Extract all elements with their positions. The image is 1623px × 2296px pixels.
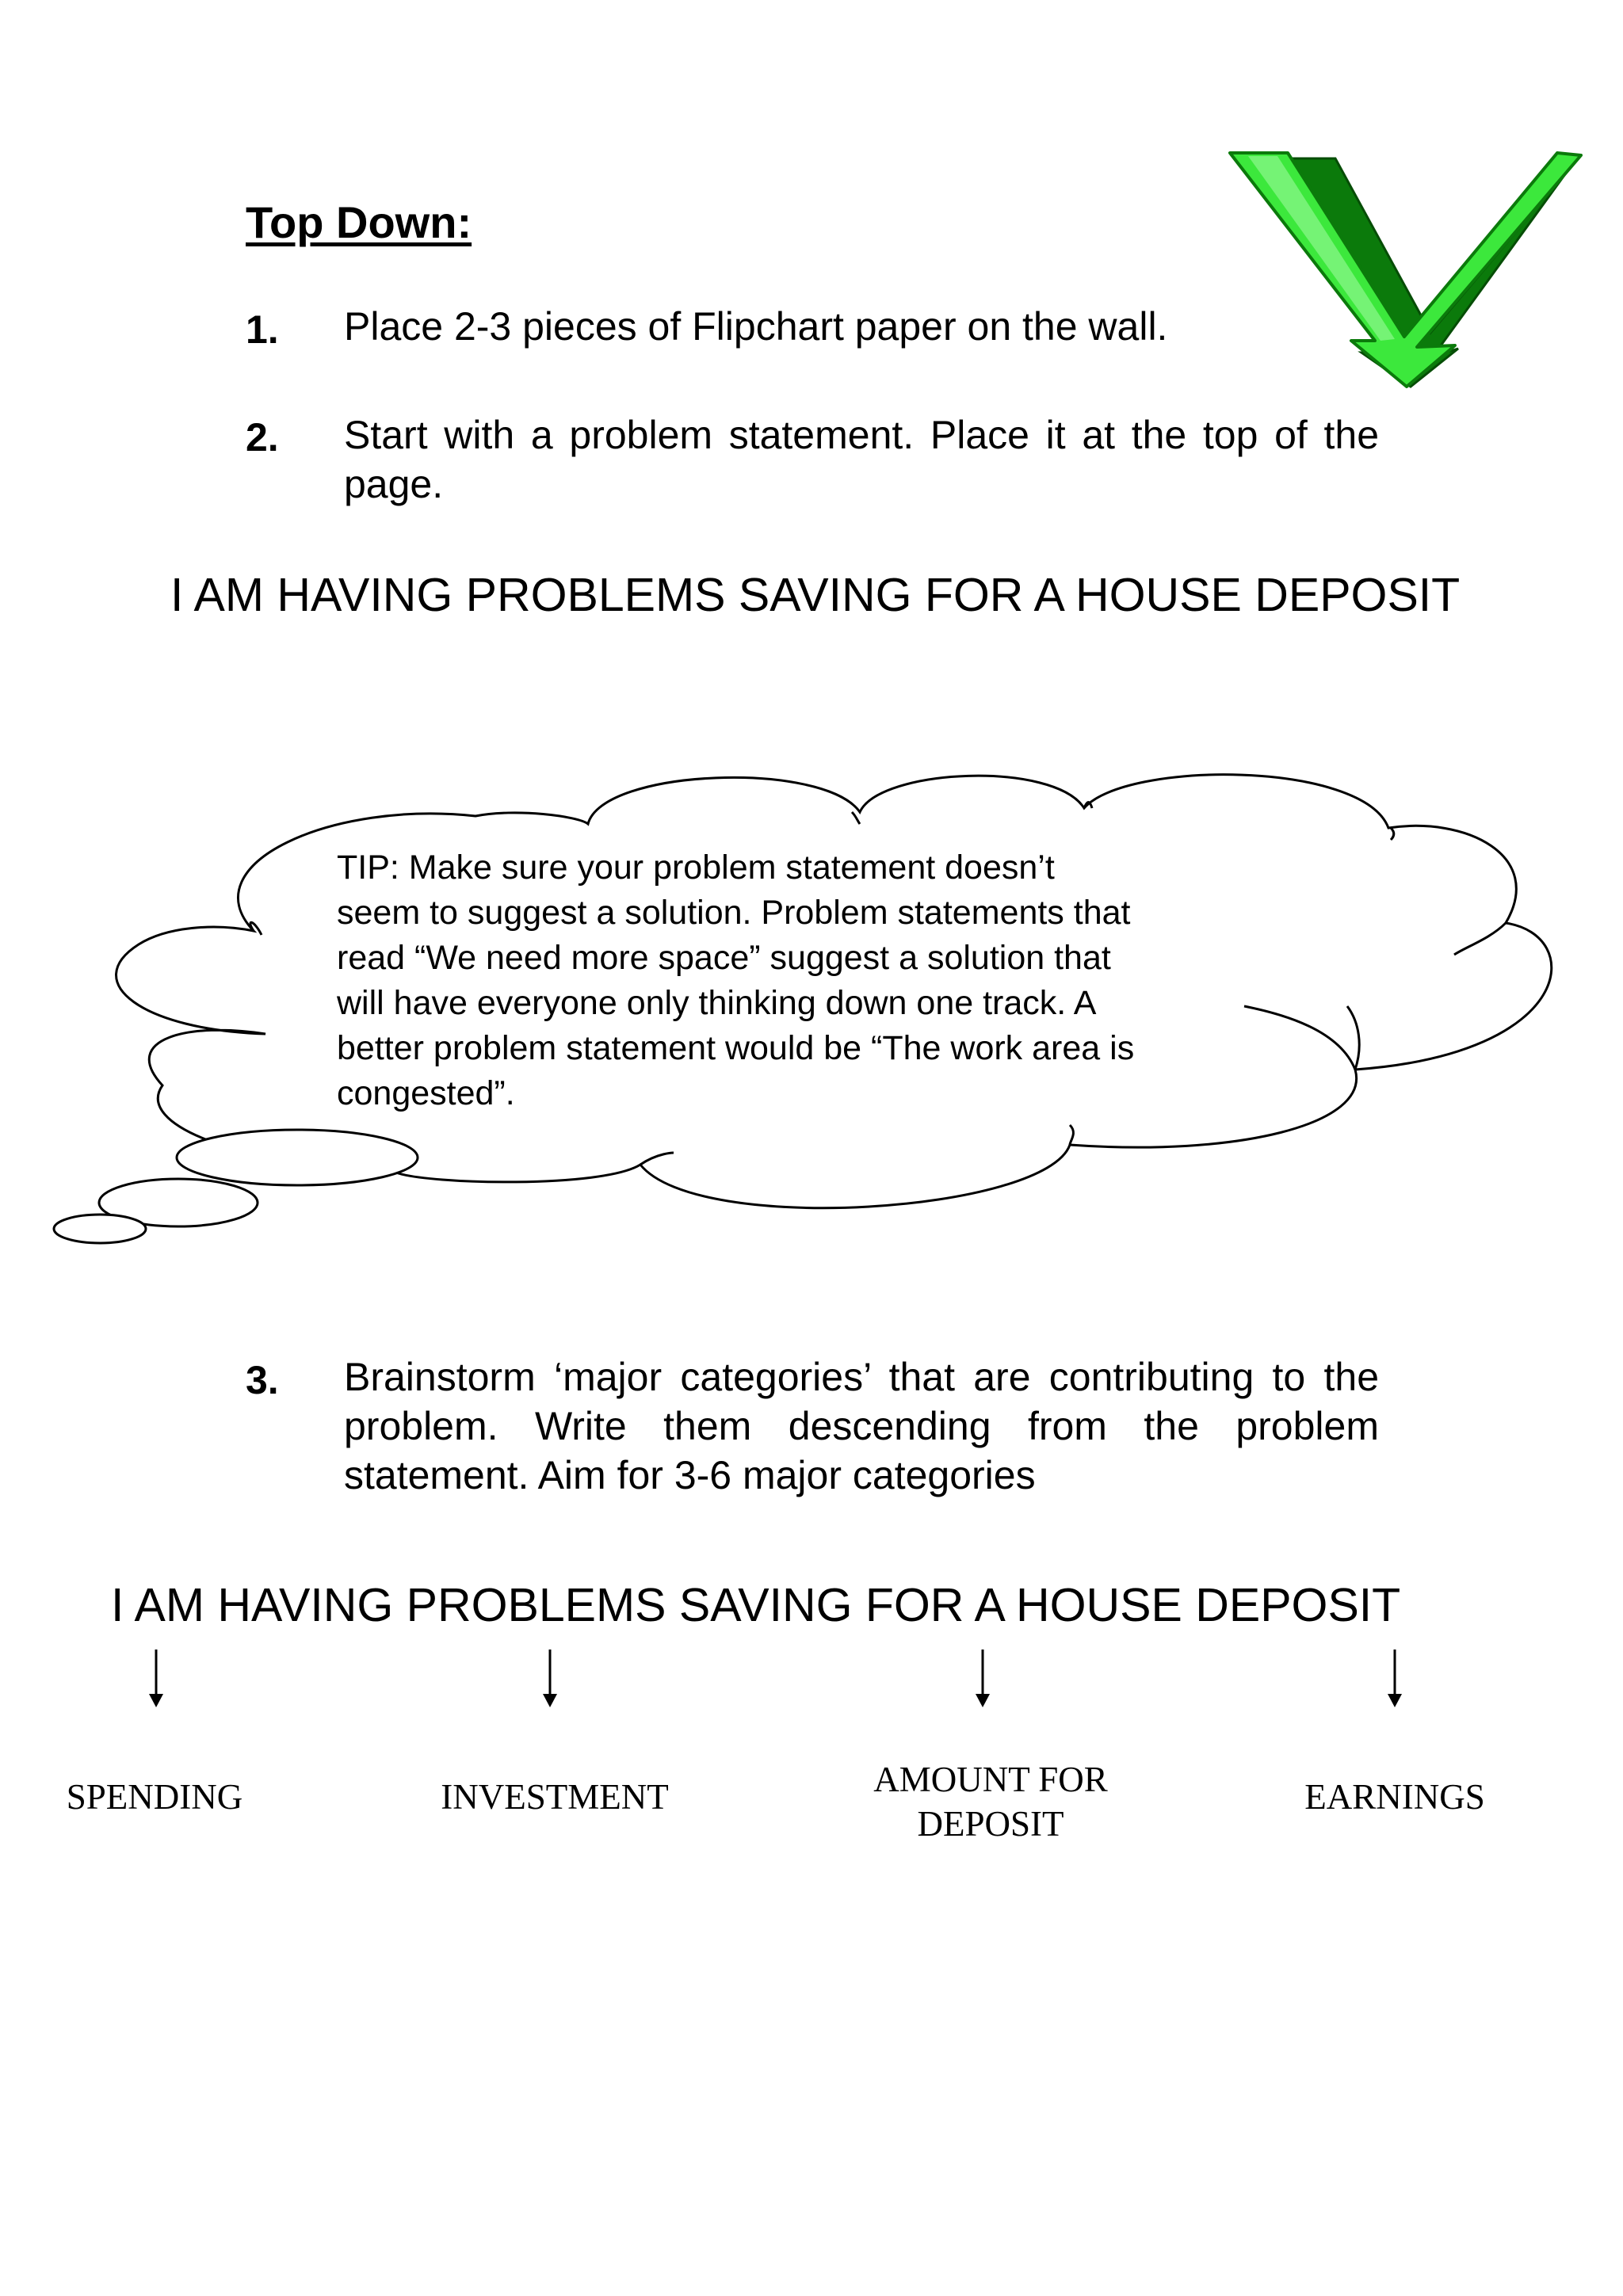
step-1-text: Place 2-3 pieces of Flipchart paper on the wall. [344,304,1168,349]
tip-line: TIP: Make sure your problem statement doesn’t [337,849,1055,887]
category-label: SPENDING [66,1777,243,1817]
category-label: EARNINGS [1304,1777,1485,1817]
page-heading: Top Down: [246,197,472,247]
step-2-text: Start with a problem statement. Place it at the top of the page. [344,413,1379,506]
category-earnings [1292,1775,1498,1819]
step-2-number: 2. [246,415,279,460]
category-spending [59,1775,250,1819]
step-1-number: 1. [246,307,279,352]
category-amount-for-deposit [864,1757,1117,1846]
down-arrow-icon [976,1650,990,1707]
category-investment [432,1775,678,1819]
problem-statement-top: I AM HAVING PROBLEMS SAVING FOR A HOUSE DEPOSIT [170,569,1461,621]
down-arrow-icon [1388,1650,1402,1707]
down-arrow-icon [543,1650,557,1707]
tip-line: congested”. [337,1074,515,1112]
step-3-text: Brainstorm ‘major categories’ that are contributing to the problem. Write them descending from the problem statement. Aim for 3-6 major categories [344,1355,1379,1497]
tip-line: will have everyone only thinking down one track. A [337,984,1097,1022]
tip-line: read “We need more space” suggest a solution that [337,939,1111,977]
category-label: AMOUNT FOR [873,1760,1108,1799]
category-label: INVESTMENT [441,1777,669,1817]
category-label: DEPOSIT [917,1804,1064,1844]
down-arrow-icon [149,1650,163,1707]
tip-line: better problem statement would be “The work area is [337,1029,1135,1067]
green-checkmark-arrow-icon [1230,153,1581,387]
tip-line: seem to suggest a solution. Problem statements that [337,894,1131,932]
step-3-number: 3. [246,1358,279,1402]
tip-text [337,845,1232,1116]
problem-statement-bottom: I AM HAVING PROBLEMS SAVING FOR A HOUSE DEPOSIT [111,1579,1401,1631]
